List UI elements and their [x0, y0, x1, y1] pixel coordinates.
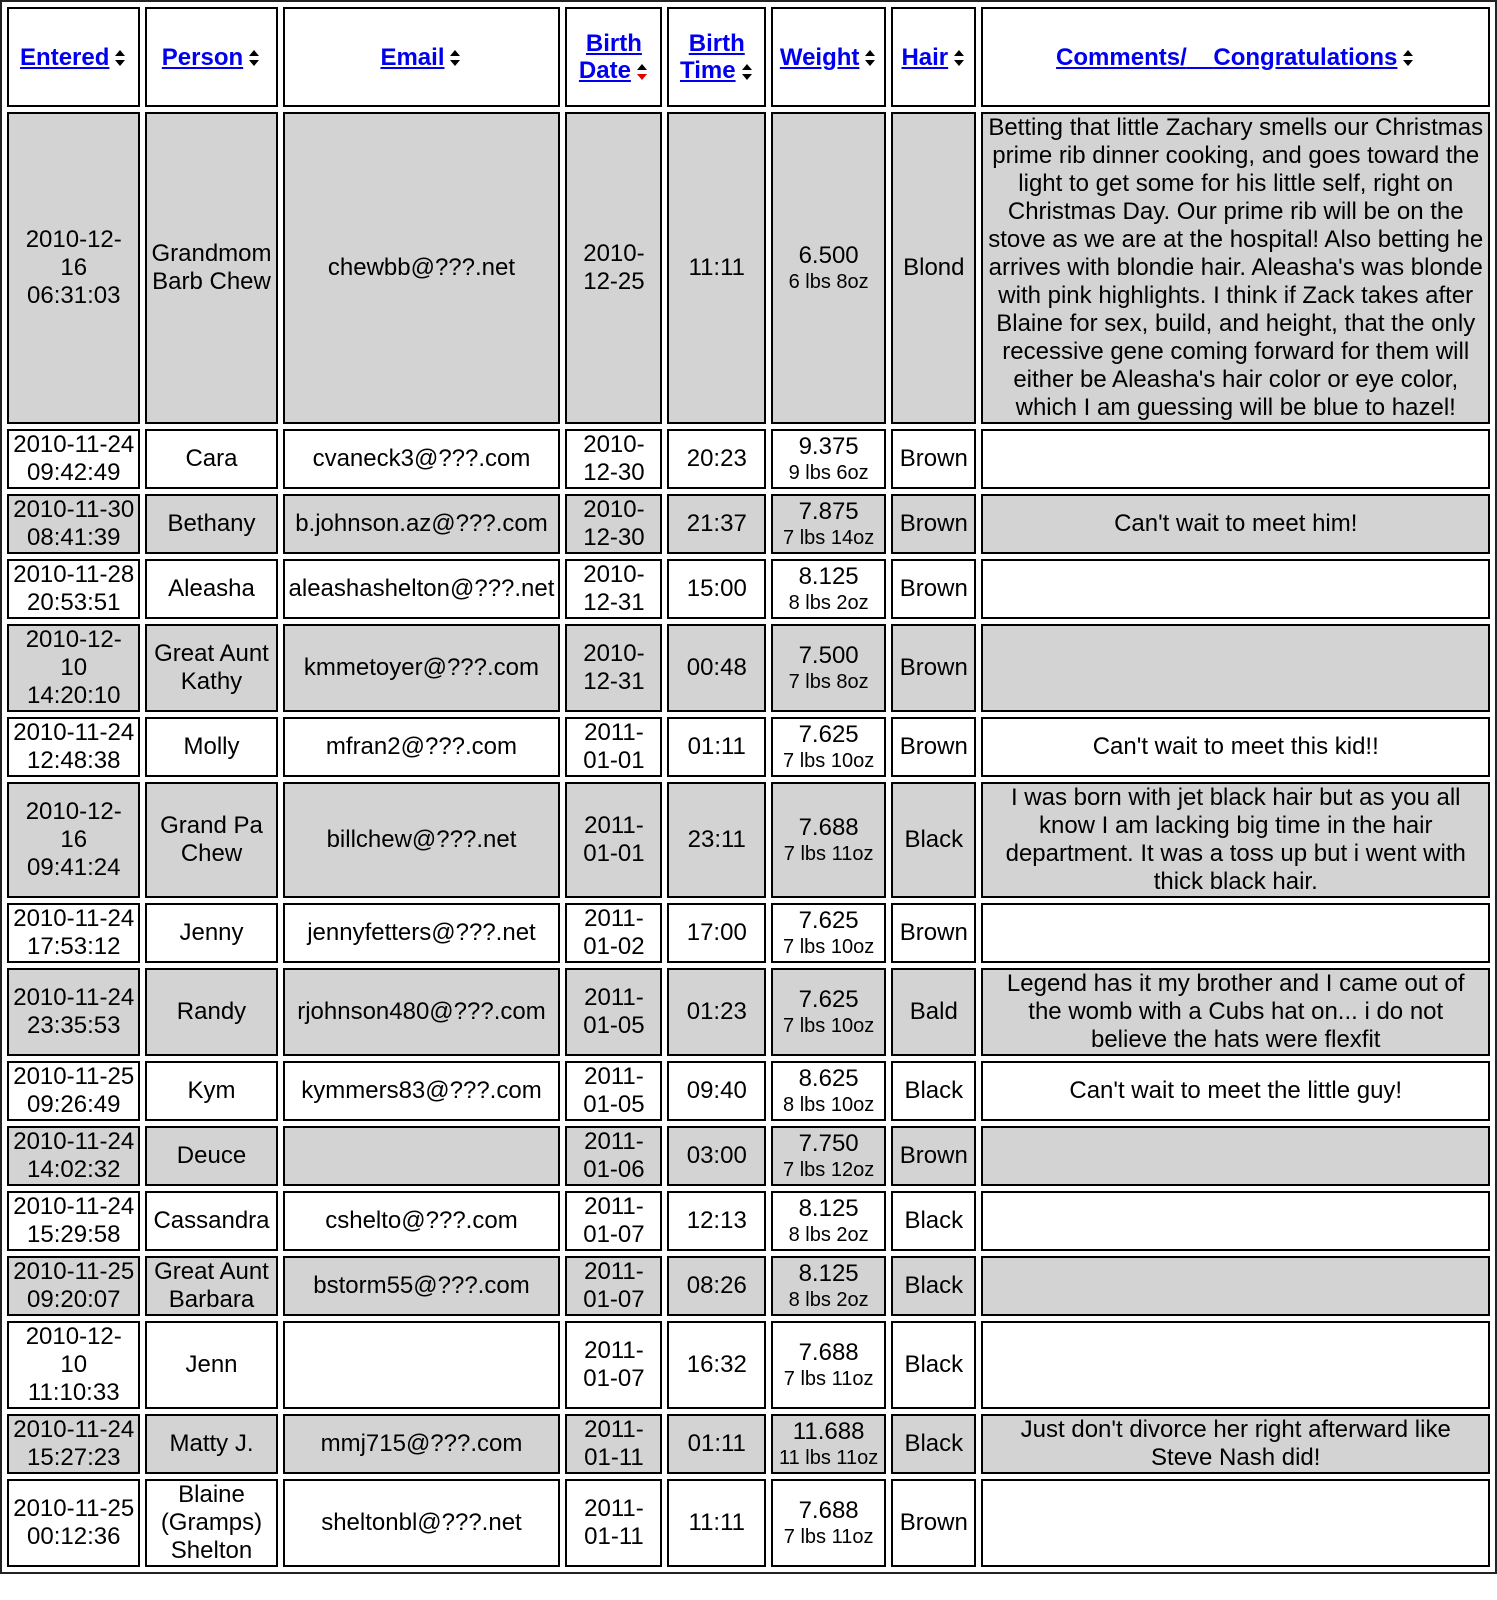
entered-cell [7, 1414, 140, 1474]
birth-date-cell: 2010-12-31 [565, 624, 662, 712]
weight-value: 7.688 [798, 1339, 859, 1366]
email-cell [283, 1126, 561, 1186]
birth-date-cell: 2011-01-07 [565, 1191, 662, 1251]
entered-time: 12:48:38 [27, 747, 121, 774]
weight-cell [771, 1321, 886, 1409]
entered-time: 20:53:51 [27, 589, 121, 616]
entered-date: 2010-12-10 [25, 626, 122, 681]
weight-lbs: 9 lbs 6oz [788, 462, 869, 484]
email-cell: cshelto@???.com [283, 1191, 561, 1251]
weight-value: 7.625 [798, 986, 859, 1013]
header-comments-part2: Congratulations [1213, 43, 1398, 71]
weight-value: 8.125 [798, 1195, 859, 1222]
comment-cell: I was born with jet black hair but as you all know I am lacking big time in the hair department. It was a toss up but i went with thick black hair. [981, 782, 1490, 898]
sort-email-link[interactable]: Email [380, 43, 445, 71]
table-row [7, 1126, 1490, 1186]
email-cell: sheltonbl@???.net [283, 1479, 561, 1567]
weight-lbs: 7 lbs 11oz [783, 1526, 874, 1548]
sort-birth-time-link[interactable] [680, 30, 745, 84]
person-cell: Deuce [145, 1126, 277, 1186]
birth-time-cell: 01:11 [667, 1414, 766, 1474]
hair-cell: Brown [891, 559, 976, 619]
hair-cell: Brown [891, 624, 976, 712]
entered-time: 23:35:53 [27, 1012, 121, 1039]
hair-cell: Black [891, 782, 976, 898]
sort-comments-link[interactable] [1056, 44, 1397, 71]
header-birth-date-line1: Birth [585, 30, 642, 57]
entered-date: 2010-11-24 [13, 719, 135, 746]
header-entered [7, 7, 140, 107]
birth-time-cell: 08:26 [667, 1256, 766, 1316]
table-row [7, 1191, 1490, 1251]
birth-date-cell: 2011-01-02 [565, 903, 662, 963]
weight-lbs: 6 lbs 8oz [788, 271, 869, 293]
header-weight [771, 7, 886, 107]
hair-cell: Black [891, 1061, 976, 1121]
table-body [7, 112, 1490, 1567]
weight-cell [771, 1126, 886, 1186]
entered-date: 2010-12-10 [25, 1323, 122, 1378]
birth-time-cell: 03:00 [667, 1126, 766, 1186]
weight-cell [771, 968, 886, 1056]
table-row [7, 624, 1490, 712]
header-email [283, 7, 561, 107]
comment-cell [981, 1321, 1490, 1409]
email-cell: billchew@???.net [283, 782, 561, 898]
entered-time: 09:26:49 [27, 1091, 121, 1118]
weight-lbs: 7 lbs 11oz [783, 1368, 874, 1390]
email-cell: bstorm55@???.com [283, 1256, 561, 1316]
person-cell: Great Aunt Kathy [145, 624, 277, 712]
email-cell: b.johnson.az@???.com [283, 494, 561, 554]
sort-arrows-icon[interactable] [249, 48, 261, 68]
comment-cell: Can't wait to meet him! [981, 494, 1490, 554]
hair-cell: Black [891, 1256, 976, 1316]
entered-time: 08:41:39 [27, 524, 121, 551]
entered-cell [7, 1256, 140, 1316]
birth-date-cell: 2010-12-30 [565, 494, 662, 554]
person-cell: Jenn [145, 1321, 277, 1409]
table-row [7, 1479, 1490, 1567]
entered-date: 2010-11-24 [13, 1128, 135, 1155]
weight-lbs: 7 lbs 14oz [783, 527, 875, 549]
entered-date: 2010-11-24 [13, 431, 135, 458]
weight-cell [771, 903, 886, 963]
email-cell: chewbb@???.net [283, 112, 561, 424]
sort-arrows-icon[interactable] [1403, 48, 1415, 68]
entered-cell [7, 782, 140, 898]
table-row [7, 1061, 1490, 1121]
person-cell: Grand Pa Chew [145, 782, 277, 898]
entered-cell [7, 717, 140, 777]
entered-date: 2010-11-24 [13, 905, 135, 932]
weight-lbs: 7 lbs 10oz [783, 750, 875, 772]
header-birth-time-line1: Birth [688, 30, 745, 57]
weight-lbs: 7 lbs 10oz [783, 1015, 875, 1037]
birth-time-cell: 01:23 [667, 968, 766, 1056]
table-row [7, 494, 1490, 554]
comment-cell [981, 1479, 1490, 1567]
weight-value: 7.500 [798, 642, 859, 669]
weight-cell [771, 1256, 886, 1316]
hair-cell: Bald [891, 968, 976, 1056]
header-birth-date [565, 7, 662, 107]
birth-time-cell: 20:23 [667, 429, 766, 489]
person-cell: Cara [145, 429, 277, 489]
weight-cell [771, 112, 886, 424]
weight-cell [771, 1191, 886, 1251]
birth-date-cell: 2011-01-06 [565, 1126, 662, 1186]
hair-cell: Brown [891, 717, 976, 777]
table-row [7, 968, 1490, 1056]
header-comments [981, 7, 1490, 107]
person-cell: Matty J. [145, 1414, 277, 1474]
entered-date: 2010-11-30 [13, 496, 135, 523]
entered-date: 2010-11-24 [13, 1193, 135, 1220]
table-row [7, 782, 1490, 898]
entered-cell [7, 112, 140, 424]
birth-time-cell: 11:11 [667, 1479, 766, 1567]
email-cell: aleashashelton@???.net [283, 559, 561, 619]
entered-cell [7, 1061, 140, 1121]
person-cell: Randy [145, 968, 277, 1056]
entered-date: 2010-11-25 [13, 1258, 135, 1285]
email-cell: cvaneck3@???.com [283, 429, 561, 489]
birth-time-cell: 00:48 [667, 624, 766, 712]
birth-date-cell: 2011-01-11 [565, 1479, 662, 1567]
birth-time-cell: 16:32 [667, 1321, 766, 1409]
hair-cell: Black [891, 1414, 976, 1474]
entered-time: 15:27:23 [27, 1444, 121, 1471]
comment-cell [981, 1126, 1490, 1186]
birth-date-cell: 2010-12-31 [565, 559, 662, 619]
birth-date-cell: 2011-01-01 [565, 717, 662, 777]
hair-cell: Brown [891, 1126, 976, 1186]
table-row [7, 429, 1490, 489]
entered-date: 2010-12-16 [25, 226, 122, 281]
weight-value: 7.688 [798, 814, 859, 841]
birth-time-cell: 15:00 [667, 559, 766, 619]
person-cell: Great Aunt Barbara [145, 1256, 277, 1316]
sort-person-link[interactable]: Person [161, 43, 244, 71]
sort-entered-link[interactable]: Entered [20, 43, 110, 71]
weight-lbs: 7 lbs 8oz [788, 671, 869, 693]
weight-cell [771, 494, 886, 554]
weight-value: 9.375 [798, 433, 859, 460]
person-cell: Grandmom Barb Chew [145, 112, 277, 424]
table-row [7, 1414, 1490, 1474]
sort-arrows-icon[interactable] [865, 48, 877, 68]
entered-date: 2010-12-16 [25, 798, 122, 853]
weight-cell [771, 429, 886, 489]
comment-cell [981, 903, 1490, 963]
person-cell: Aleasha [145, 559, 277, 619]
birth-time-cell: 11:11 [667, 112, 766, 424]
entered-time: 11:10:33 [27, 1379, 120, 1406]
header-person [145, 7, 277, 107]
table-row [7, 903, 1490, 963]
entered-time: 09:41:24 [27, 854, 121, 881]
weight-lbs: 7 lbs 11oz [783, 843, 874, 865]
weight-cell [771, 1061, 886, 1121]
table-row [7, 559, 1490, 619]
sort-arrows-icon[interactable] [954, 48, 966, 68]
entered-cell [7, 968, 140, 1056]
table-row [7, 1256, 1490, 1316]
comment-cell: Legend has it my brother and I came out of the womb with a Cubs hat on... i do not believe the hats were flexfit [981, 968, 1490, 1056]
birth-date-cell: 2011-01-11 [565, 1414, 662, 1474]
entered-date: 2010-11-25 [13, 1063, 135, 1090]
hair-cell: Brown [891, 1479, 976, 1567]
birth-time-cell: 09:40 [667, 1061, 766, 1121]
birth-time-cell: 17:00 [667, 903, 766, 963]
birth-date-cell: 2010-12-30 [565, 429, 662, 489]
sort-birth-date-link[interactable] [579, 30, 642, 84]
weight-lbs: 11 lbs 11oz [778, 1447, 879, 1469]
hair-cell: Black [891, 1191, 976, 1251]
entered-date: 2010-11-28 [13, 561, 135, 588]
hair-cell: Brown [891, 903, 976, 963]
header-hair [891, 7, 976, 107]
email-cell: kmmetoyer@???.com [283, 624, 561, 712]
weight-value: 6.500 [798, 242, 859, 269]
weight-value: 8.125 [798, 1260, 859, 1287]
email-cell: rjohnson480@???.com [283, 968, 561, 1056]
entered-date: 2010-11-24 [13, 984, 135, 1011]
birth-time-cell: 21:37 [667, 494, 766, 554]
entered-cell [7, 903, 140, 963]
birth-date-cell: 2011-01-07 [565, 1256, 662, 1316]
entered-cell [7, 624, 140, 712]
entered-cell [7, 1191, 140, 1251]
comment-cell: Betting that little Zachary smells our Christmas prime rib dinner cooking, and goes toward the light to get some for his little self, right on Christmas Day. Our prime rib will be on the stove as we are at the hospital! Also betting he arrives with blondie hair. Aleasha's was blonde with pink highlights. I think if Zack takes after Blaine for sex, build, and height, that the only recessive gene coming forward for them will either be Aleasha's hair color or eye color, which I am guessing will be blue to hazel! [981, 112, 1490, 424]
comment-cell: Can't wait to meet this kid!! [981, 717, 1490, 777]
person-cell: Blaine (Gramps) Shelton [145, 1479, 277, 1567]
weight-lbs: 8 lbs 2oz [788, 592, 869, 614]
weight-value: 7.750 [798, 1130, 859, 1157]
comment-cell: Can't wait to meet the little guy! [981, 1061, 1490, 1121]
person-cell: Molly [145, 717, 277, 777]
entered-cell [7, 429, 140, 489]
weight-value: 8.125 [798, 563, 859, 590]
birth-date-cell: 2010-12-25 [565, 112, 662, 424]
entered-time: 15:29:58 [27, 1221, 121, 1248]
weight-value: 7.625 [798, 721, 859, 748]
birth-date-cell: 2011-01-07 [565, 1321, 662, 1409]
sort-arrows-icon[interactable] [115, 48, 127, 68]
person-cell: Bethany [145, 494, 277, 554]
comment-cell [981, 1191, 1490, 1251]
entered-cell [7, 1479, 140, 1567]
entered-cell [7, 559, 140, 619]
comment-cell: Just don't divorce her right afterward like Steve Nash did! [981, 1414, 1490, 1474]
entered-time: 14:20:10 [27, 682, 121, 709]
birth-time-cell: 23:11 [667, 782, 766, 898]
entered-time: 06:31:03 [27, 282, 121, 309]
entered-date: 2010-11-25 [13, 1495, 135, 1522]
comment-cell [981, 429, 1490, 489]
birth-date-cell: 2011-01-05 [565, 968, 662, 1056]
weight-cell [771, 782, 886, 898]
birth-date-cell: 2011-01-01 [565, 782, 662, 898]
entered-cell [7, 494, 140, 554]
header-comments-part1: Comments/ [1056, 43, 1187, 71]
sort-arrows-icon[interactable] [742, 62, 754, 82]
sort-arrows-active-icon[interactable] [637, 62, 649, 82]
birth-date-cell: 2011-01-05 [565, 1061, 662, 1121]
weight-lbs: 8 lbs 2oz [788, 1224, 869, 1246]
email-cell [283, 1321, 561, 1409]
weight-lbs: 7 lbs 12oz [783, 1159, 875, 1181]
person-cell: Kym [145, 1061, 277, 1121]
email-cell: mmj715@???.com [283, 1414, 561, 1474]
weight-cell [771, 1414, 886, 1474]
sort-weight-link[interactable]: Weight [779, 43, 860, 71]
header-birth-date-line2: Date [578, 57, 631, 84]
table-row [7, 112, 1490, 424]
comment-cell [981, 624, 1490, 712]
hair-cell: Blond [891, 112, 976, 424]
comment-cell [981, 1256, 1490, 1316]
email-cell: mfran2@???.com [283, 717, 561, 777]
weight-lbs: 8 lbs 2oz [788, 1289, 869, 1311]
weight-value: 7.875 [798, 498, 859, 525]
table-row [7, 1321, 1490, 1409]
birth-time-cell: 12:13 [667, 1191, 766, 1251]
birth-time-cell: 01:11 [667, 717, 766, 777]
weight-cell [771, 559, 886, 619]
sort-hair-link[interactable]: Hair [901, 43, 949, 71]
entered-time: 17:53:12 [27, 933, 121, 960]
hair-cell: Brown [891, 429, 976, 489]
comment-cell [981, 559, 1490, 619]
header-birth-time-line2: Time [679, 57, 736, 84]
entered-time: 00:12:36 [27, 1523, 121, 1550]
hair-cell: Brown [891, 494, 976, 554]
person-cell: Cassandra [145, 1191, 277, 1251]
weight-cell [771, 717, 886, 777]
entered-time: 14:02:32 [27, 1156, 121, 1183]
weight-lbs: 7 lbs 10oz [783, 936, 875, 958]
entered-time: 09:20:07 [27, 1286, 121, 1313]
weight-value: 8.625 [798, 1065, 859, 1092]
weight-cell [771, 1479, 886, 1567]
email-cell: kymmers83@???.com [283, 1061, 561, 1121]
header-row [7, 7, 1490, 107]
weight-lbs: 8 lbs 10oz [783, 1094, 875, 1116]
weight-cell [771, 624, 886, 712]
weight-value: 11.688 [792, 1418, 865, 1445]
weight-value: 7.688 [798, 1497, 859, 1524]
hair-cell: Black [891, 1321, 976, 1409]
email-cell: jennyfetters@???.net [283, 903, 561, 963]
person-cell: Jenny [145, 903, 277, 963]
entered-cell [7, 1321, 140, 1409]
entered-time: 09:42:49 [27, 459, 121, 486]
entered-date: 2010-11-24 [13, 1416, 135, 1443]
header-birth-time [667, 7, 766, 107]
weight-value: 7.625 [798, 907, 859, 934]
sort-arrows-icon[interactable] [450, 48, 462, 68]
entered-cell [7, 1126, 140, 1186]
table-row [7, 717, 1490, 777]
